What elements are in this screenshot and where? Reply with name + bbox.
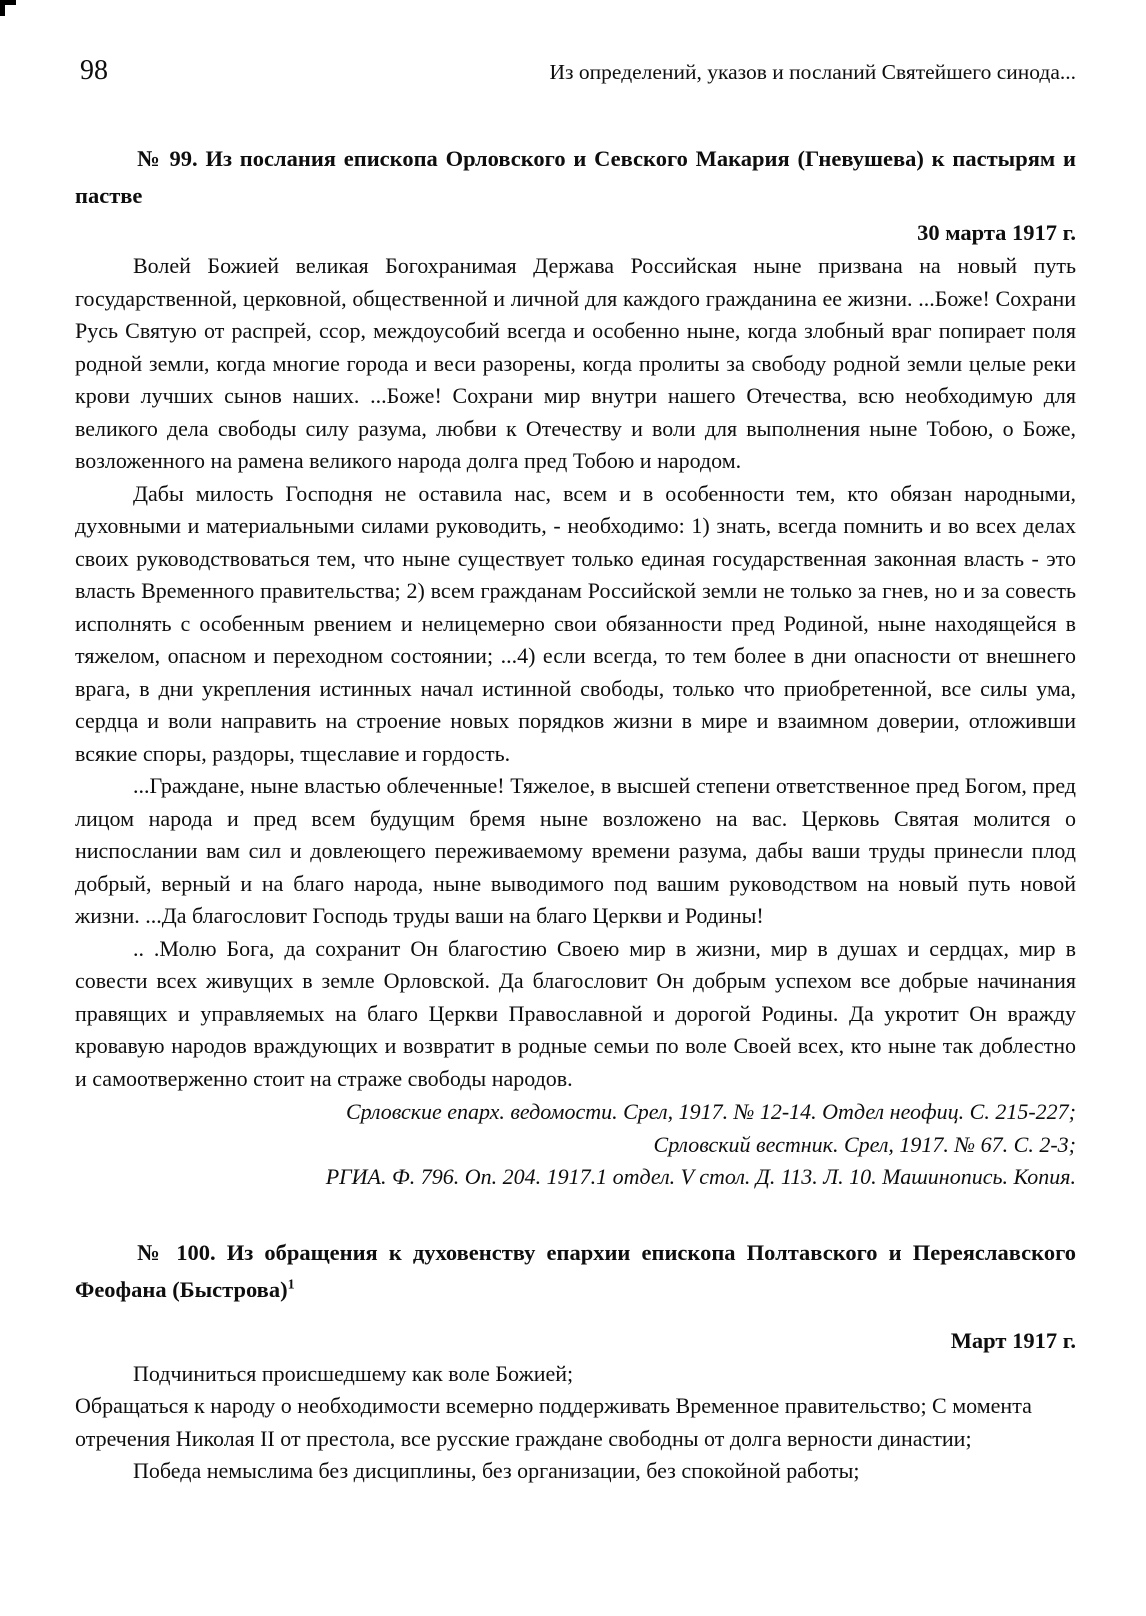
page-content (75, 140, 1076, 1488)
running-header: Из определений, указов и посланий Святейшего синода... (549, 60, 1076, 84)
section-gap (75, 1194, 1076, 1234)
doc-99-source-line: Срловские епарх. ведомости. Срел, 1917. № 12-14. Отдел неофиц. С. 215-227; (346, 1099, 1076, 1124)
doc-99-paragraph: Волей Божией великая Богохранимая Держава Российская ныне призвана на новый путь государственной, церковной, общественной и личной для каждого гражданина ее жизни. ...Боже! Сохрани Русь Святую от распрей, ссор, междоусобий всегда и особенно ныне, когда злобный враг попирает поля родной земли, когда многие города и веси разорены, когда пролиты за свободу родной земли целые реки крови лучших сынов наших. ...Боже! Сохрани мир внутри нашего Отечества, всю необходимую для великого дела свободы силу разума, любви к Отечеству и воли для выполнения ныне Тобою, о Боже, возложенного на рамена великого народа долга пред Тобою и народом. (75, 253, 1076, 473)
doc-100-heading-text: № 100. Из обращения к духовенству епархии епископа Полтавского и Переяславского Феофана (Быстрова) (75, 1239, 1076, 1302)
doc-100-paragraph: Победа немыслима без дисциплины, без организации, без спокойной работы; (133, 1458, 860, 1483)
date-gap (75, 1308, 1076, 1322)
doc-100-paragraph: Подчиниться происшедшему как воле Божией; (133, 1360, 574, 1386)
page-number: 98 (80, 55, 108, 86)
doc-100-paragraph: Обращаться к народу о необходимости всемерно поддерживать Временное правительство; С момента отречения Николая II от престола, все русские граждане свободны от долга верности династии; (75, 1393, 1032, 1451)
doc-99-source-line: РГИА. Ф. 796. Оп. 204. 1917.1 отдел. V стол. Д. 113. Л. 10. Машинопись. Копия. (325, 1164, 1076, 1189)
doc-99-heading: № 99. Из послания епископа Орловского и Севского Макария (Гневушева) к пастырям и пастве (75, 146, 1076, 208)
document-99 (75, 140, 1076, 1194)
doc-99-date: 30 марта 1917 г. (917, 220, 1076, 245)
footnote-ref: 1 (287, 1277, 295, 1292)
doc-99-paragraph: Дабы милость Господня не оставила нас, всем и в особенности тем, кто обязан народными, духовными и материальными силами руководить, - необходимо: 1) знать, всегда помнить и во всех делах своих руководствоваться тем, что ныне существует только единая государственная законная власть - это власть Временного правительства; 2) всем гражданам Российской земли не только за гнев, но и за совесть исполнять с особенным рвением и нелицемерно свои обязанности пред Родиной, ныне находящейся в тяжелом, опасном и переходном состоянии; ...4) если всегда, то тем более в дни опасности от внешнего врага, в дни укрепления истинных начал истинной свободы, только что приобретенной, все силы ума, сердца и воли направить на строение новых порядков жизни в мире и взаимном доверии, отложивши всякие споры, раздоры, тщеславие и гордость. (75, 480, 1076, 766)
scan-corner-mark-vertical (0, 0, 5, 16)
doc-99-paragraph: .. .Молю Бога, да сохранит Он благостию Своею мир в жизни, мир в душах и сердцах, мир в совести всех живущих в земле Орловской. Да благословит Он добрым успехом все добрые начинания правящих и управляемых на благо Церкви Православной и дорогой Родины. Да укротит Он вражду кровавую народов враждующих и возвратит в родные семьи по воле Своей всех, кто ныне так доблестно и самоотверженно стоит на страже свободы народов. (75, 935, 1076, 1091)
doc-100-date: Март 1917 г. (950, 1327, 1076, 1353)
page-header (80, 56, 1076, 87)
doc-99-sources (75, 1096, 1076, 1194)
document-100 (75, 1234, 1076, 1488)
doc-100-heading (75, 1234, 1076, 1308)
doc-99-paragraph: ...Граждане, ныне властью облеченные! Тяжелое, в высшей степени ответственное пред Богом, пред лицом народа и пред всем будущим бремя ныне возложено на вас. Церковь Святая молится о ниспослании вам сил и довлеющего переживаемому времени разума, дабы ваши труды принесли плод добрый, верный и на благо народа, ныне выводимого под вашим руководством на новый путь новой жизни. ...Да благословит Господь труды ваши на благо Церкви и Родины! (75, 773, 1076, 928)
doc-99-source-line: Срловский вестник. Срел, 1917. № 67. С. 2-3; (653, 1131, 1076, 1157)
